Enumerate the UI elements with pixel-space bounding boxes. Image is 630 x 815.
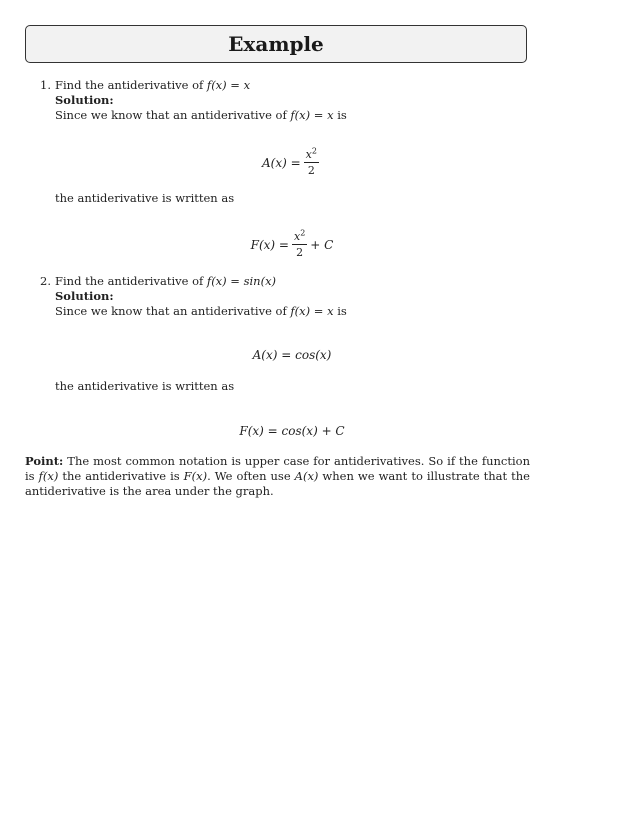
item-2-prompt-arg: (x) = sin(x) (211, 274, 277, 288)
item-1-eq-a-fraction (304, 148, 319, 177)
page-title: Example (228, 32, 324, 56)
item-2-equation-a (0, 348, 584, 362)
item-1-eq-b-exp: 2 (300, 228, 306, 238)
example-title-box (25, 25, 527, 63)
item-1-eq-b-den: 2 (296, 246, 304, 259)
item-2-prompt (55, 274, 276, 288)
item-2-since-func: f(x) = x (290, 304, 334, 318)
item-1-eq-a-exp: 2 (311, 146, 317, 156)
item-1-since-func: f(x) = x (290, 108, 334, 122)
item-2-equation-b (0, 424, 584, 438)
item-1-since-line (55, 108, 347, 122)
item-1-written-text: the antiderivative is written as (55, 191, 235, 205)
point-label: Point: (25, 454, 64, 468)
item-1-eq-b-fraction (292, 230, 307, 259)
item-1-eq-a-den: 2 (307, 164, 315, 177)
item-1-prompt-arg: (x) = x (211, 78, 251, 92)
point-text-a: The most common notation is upper case for antiderivatives. So if the function is (25, 454, 530, 484)
point-Fx: F(x) (183, 469, 208, 484)
point-text-d: when we want to illustrate that the antiderivative is the area under the graph. (25, 469, 530, 499)
item-2-since-line (55, 304, 347, 318)
point-paragraph (25, 454, 530, 500)
item-1-eq-b-num: x (293, 230, 301, 243)
item-1-equation-a (0, 148, 584, 177)
item-2-number: 2. (40, 274, 51, 288)
item-2-solution-label: Solution: (55, 289, 114, 303)
item-1-number: 1. (40, 78, 51, 92)
point-text-c: . We often use (207, 469, 295, 484)
item-2-prompt-text: Find the antiderivative of (55, 274, 207, 288)
item-1-prompt-text: Find the antiderivative of (55, 78, 207, 92)
item-1-eq-a-lhs: A(x) = (262, 155, 301, 170)
item-1-solution-label: Solution: (55, 93, 114, 107)
item-2-prompt-func: f (206, 274, 212, 288)
item-1-since-end: is (333, 108, 347, 122)
point-fx: f(x) (38, 469, 59, 484)
item-1-prompt-func: f (206, 78, 212, 92)
point-Ax: A(x) (294, 469, 319, 484)
point-text-b: the antiderivative is (58, 469, 184, 484)
item-1-since-text: Since we know that an antiderivative of (55, 108, 291, 122)
item-2-since-text: Since we know that an antiderivative of (55, 304, 291, 318)
item-1-eq-b-tail: + C (310, 237, 334, 252)
item-2-eq-a-text: A(x) = cos(x) (252, 348, 332, 362)
item-2-eq-b-text: F(x) = cos(x) + C (239, 424, 345, 438)
item-2-written-text: the antiderivative is written as (55, 379, 235, 393)
item-1-prompt (55, 78, 250, 92)
item-1-eq-a-num: x (305, 148, 312, 161)
item-2-since-end: is (333, 304, 347, 318)
item-1-eq-b-lhs: F(x) = (250, 237, 289, 252)
item-1-equation-b (0, 230, 584, 259)
